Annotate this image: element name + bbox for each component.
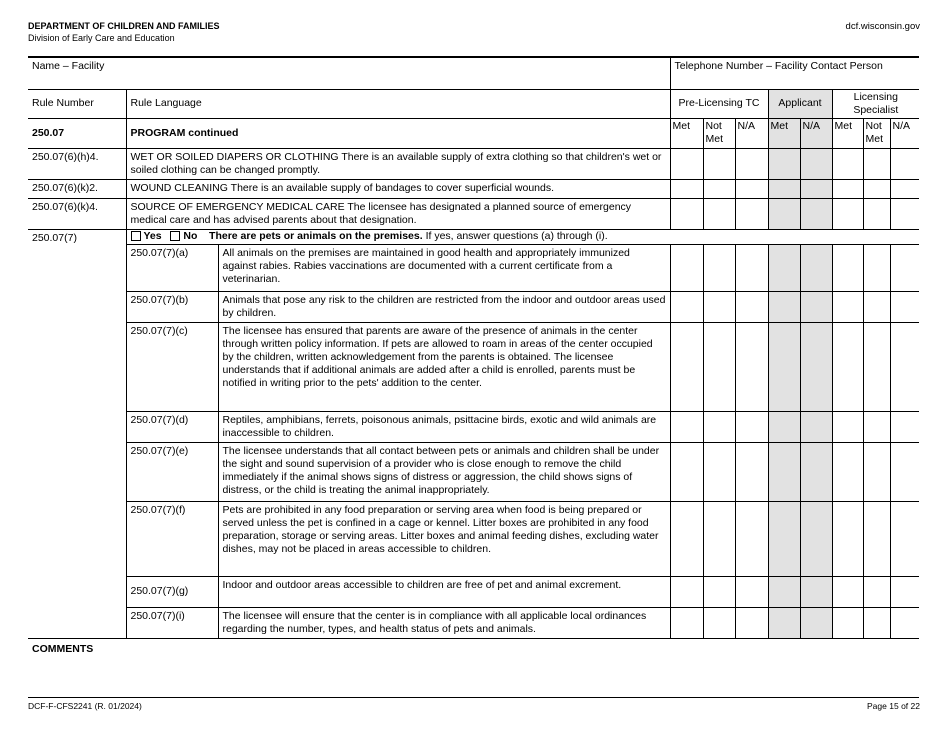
- app-met-header: Met: [768, 118, 800, 148]
- subrule-text: Reptiles, amphibians, ferrets, poisonous animals, psittacine birds, exotic and wild animals are inaccessible to children.: [218, 411, 670, 442]
- checklist-table: [28, 56, 919, 678]
- subrule-number: 250.07(7)(a): [126, 244, 218, 291]
- rule-row: [28, 198, 919, 229]
- pre-na-cell[interactable]: [735, 576, 768, 607]
- subrule-row: [28, 576, 919, 607]
- no-checkbox[interactable]: [170, 231, 180, 241]
- pre-met-cell[interactable]: [670, 322, 703, 411]
- lic-na-cell[interactable]: [890, 148, 919, 179]
- pre-na-cell[interactable]: [735, 244, 768, 291]
- pre-na-cell[interactable]: [735, 291, 768, 322]
- lic-met-cell[interactable]: [832, 442, 863, 501]
- lic-met-cell[interactable]: [832, 607, 863, 638]
- lic-not-met-cell[interactable]: [863, 148, 890, 179]
- pre-met-cell[interactable]: [670, 291, 703, 322]
- pre-na-cell[interactable]: [735, 607, 768, 638]
- lic-not-met-cell[interactable]: [863, 607, 890, 638]
- pre-not-met-cell[interactable]: [703, 607, 735, 638]
- pre-not-met-cell[interactable]: [703, 322, 735, 411]
- rule-number: 250.07(6)(h)4.: [28, 148, 126, 179]
- app-na-cell[interactable]: [800, 198, 832, 229]
- comments-field[interactable]: [28, 638, 919, 678]
- rule-text: WET OR SOILED DIAPERS OR CLOTHING There is an available supply of extra clothing so that children's wet or soiled clothing can be changed promptly.: [126, 148, 670, 179]
- pre-not-met-cell[interactable]: [703, 198, 735, 229]
- rule-row: [28, 179, 919, 198]
- lic-na-header: N/A: [890, 118, 919, 148]
- section-number: 250.07: [28, 118, 126, 148]
- page-current: 15: [889, 701, 899, 711]
- app-na-cell[interactable]: [800, 442, 832, 501]
- app-na-cell[interactable]: [800, 179, 832, 198]
- app-met-cell[interactable]: [768, 576, 800, 607]
- subrule-row: [28, 411, 919, 442]
- lic-na-cell[interactable]: [890, 442, 919, 501]
- pre-met-cell[interactable]: [670, 607, 703, 638]
- lic-not-met-cell[interactable]: [863, 576, 890, 607]
- pre-not-met-cell[interactable]: [703, 244, 735, 291]
- subrule-row: [28, 501, 919, 576]
- pre-met-cell[interactable]: [670, 501, 703, 576]
- lic-na-cell[interactable]: [890, 607, 919, 638]
- facility-name-field[interactable]: [28, 57, 670, 89]
- lic-not-met-cell[interactable]: [863, 501, 890, 576]
- lic-not-met-cell[interactable]: [863, 291, 890, 322]
- subrule-row: [28, 291, 919, 322]
- pre-met-cell[interactable]: [670, 179, 703, 198]
- subrule-row: [28, 322, 919, 411]
- department-name: DEPARTMENT OF CHILDREN AND FAMILIES: [28, 21, 220, 31]
- app-met-cell[interactable]: [768, 179, 800, 198]
- lic-met-cell[interactable]: [832, 198, 863, 229]
- subrule-number: 250.07(7)(d): [126, 411, 218, 442]
- lic-na-cell[interactable]: [890, 411, 919, 442]
- pets-question-row: [28, 229, 919, 244]
- rule-language-header: Rule Language: [126, 89, 670, 118]
- lic-met-header: Met: [832, 118, 863, 148]
- app-na-cell[interactable]: [800, 607, 832, 638]
- app-na-cell[interactable]: [800, 244, 832, 291]
- pre-na-cell[interactable]: [735, 322, 768, 411]
- subrule-number: 250.07(7)(c): [126, 322, 218, 411]
- pre-met-cell[interactable]: [670, 198, 703, 229]
- subrule-row: [28, 442, 919, 501]
- pre-na-header: N/A: [735, 118, 768, 148]
- no-label: No: [183, 229, 198, 242]
- lic-met-cell[interactable]: [832, 576, 863, 607]
- pets-question: [126, 229, 919, 244]
- rule-row: [28, 148, 919, 179]
- lic-not-met-cell[interactable]: [863, 198, 890, 229]
- pre-licensing-header: Pre-Licensing TC: [670, 89, 768, 118]
- app-na-cell[interactable]: [800, 148, 832, 179]
- pre-not-met-cell[interactable]: [703, 442, 735, 501]
- division-name: Division of Early Care and Education: [28, 33, 175, 43]
- rule-text: SOURCE OF EMERGENCY MEDICAL CARE The licensee has designated a planned source of emergency medical care and has advised parents about that designation.: [126, 198, 670, 229]
- lic-na-cell[interactable]: [890, 244, 919, 291]
- app-na-cell[interactable]: [800, 411, 832, 442]
- telephone-label: Telephone Number – Facility Contact Person: [674, 60, 883, 72]
- pre-not-met-header: Not Met: [703, 118, 735, 148]
- lic-met-cell[interactable]: [832, 411, 863, 442]
- lic-not-met-cell[interactable]: [863, 411, 890, 442]
- rule-text: WOUND CLEANING There is an available supply of bandages to cover superficial wounds.: [126, 179, 670, 198]
- subrule-number: 250.07(7)(g): [126, 576, 218, 607]
- comments-row: [28, 638, 919, 678]
- pets-rule-number: 250.07(7): [28, 229, 126, 638]
- app-met-cell[interactable]: [768, 291, 800, 322]
- pre-met-cell[interactable]: [670, 576, 703, 607]
- subrule-text: All animals on the premises are maintained in good health and appropriately immunized against rabies. Rabies vaccinations are documented with a current certificate from a veterinarian.: [218, 244, 670, 291]
- page-sep: of: [901, 701, 909, 711]
- app-na-cell[interactable]: [800, 576, 832, 607]
- lic-na-cell[interactable]: [890, 501, 919, 576]
- subrule-text: The licensee understands that all contact between pets or animals and children shall be under the sight and sound supervision of a provider who is close enough to remove the child immediately if the animal shows signs of distress or aggression, the child shows signs of distress, or the child is treating the animal inappropriately.: [218, 442, 670, 501]
- page-total: 22: [910, 701, 920, 711]
- footer-divider: [28, 697, 919, 698]
- pre-met-cell[interactable]: [670, 244, 703, 291]
- subrule-number: 250.07(7)(e): [126, 442, 218, 501]
- app-met-cell[interactable]: [768, 501, 800, 576]
- pre-na-cell[interactable]: [735, 411, 768, 442]
- lic-na-cell[interactable]: [890, 576, 919, 607]
- pre-na-cell[interactable]: [735, 442, 768, 501]
- rule-number: 250.07(6)(k)4.: [28, 198, 126, 229]
- pre-not-met-cell[interactable]: [703, 291, 735, 322]
- form-number: DCF-F-CFS2241 (R. 01/2024): [28, 701, 142, 711]
- lic-not-met-cell[interactable]: [863, 442, 890, 501]
- pre-not-met-cell[interactable]: [703, 576, 735, 607]
- lic-na-cell[interactable]: [890, 179, 919, 198]
- comments-label: COMMENTS: [32, 642, 94, 655]
- subrule-number: 250.07(7)(f): [126, 501, 218, 576]
- lic-met-cell[interactable]: [832, 501, 863, 576]
- lic-met-cell[interactable]: [832, 322, 863, 411]
- app-na-cell[interactable]: [800, 322, 832, 411]
- subrule-text: The licensee will ensure that the center is in compliance with all applicable local ordinances regarding the number, types, and health status of pets and animals.: [218, 607, 670, 638]
- pre-na-cell[interactable]: [735, 501, 768, 576]
- pre-na-cell[interactable]: [735, 148, 768, 179]
- rule-number: 250.07(6)(k)2.: [28, 179, 126, 198]
- pre-met-cell[interactable]: [670, 442, 703, 501]
- app-met-cell[interactable]: [768, 198, 800, 229]
- website-link[interactable]: dcf.wisconsin.gov: [845, 21, 920, 32]
- app-met-cell[interactable]: [768, 148, 800, 179]
- lic-not-met-header: Not Met: [863, 118, 890, 148]
- app-met-cell[interactable]: [768, 244, 800, 291]
- pets-instruction: If yes, answer questions (a) through (i).: [425, 229, 608, 242]
- lic-na-cell[interactable]: [890, 291, 919, 322]
- app-na-cell[interactable]: [800, 501, 832, 576]
- lic-na-cell[interactable]: [890, 322, 919, 411]
- subrule-text: The licensee has ensured that parents are aware of the presence of animals in the center through written policy information. If pets are allowed to roam in areas of the center occupied by the children, written acknowledgement from the parents is obtained. The licensee understands that if additional animals are added after a child is enrolled, parents must be notified in writing prior to the pets' addition to the center.: [218, 322, 670, 411]
- subrule-number: 250.07(7)(i): [126, 607, 218, 638]
- lic-met-cell[interactable]: [832, 291, 863, 322]
- telephone-field[interactable]: [670, 57, 919, 89]
- applicant-header: Applicant: [768, 89, 832, 118]
- pre-na-cell[interactable]: [735, 179, 768, 198]
- lic-not-met-cell[interactable]: [863, 322, 890, 411]
- subrule-number: 250.07(7)(b): [126, 291, 218, 322]
- section-title: PROGRAM continued: [126, 118, 670, 148]
- pre-not-met-cell[interactable]: [703, 179, 735, 198]
- page-prefix: Page: [866, 701, 887, 711]
- pre-not-met-cell[interactable]: [703, 411, 735, 442]
- app-met-cell[interactable]: [768, 322, 800, 411]
- subrule-row: [28, 244, 919, 291]
- pre-met-cell[interactable]: [670, 148, 703, 179]
- pets-question-text: There are pets or animals on the premises.: [209, 229, 423, 242]
- yes-label: Yes: [143, 229, 162, 242]
- facility-name-label: Name – Facility: [32, 60, 105, 72]
- pre-met-header: Met: [670, 118, 703, 148]
- pre-na-cell[interactable]: [735, 198, 768, 229]
- lic-met-cell[interactable]: [832, 179, 863, 198]
- pre-met-cell[interactable]: [670, 411, 703, 442]
- licensing-specialist-header: Licensing Specialist: [832, 89, 919, 118]
- yes-checkbox[interactable]: [131, 231, 141, 241]
- app-na-header: N/A: [800, 118, 832, 148]
- page-indicator: [867, 701, 920, 711]
- pre-not-met-cell[interactable]: [703, 148, 735, 179]
- subrule-text: Animals that pose any risk to the children are restricted from the indoor and outdoor areas used by children.: [218, 291, 670, 322]
- subrule-text: Indoor and outdoor areas accessible to children are free of pet and animal excrement.: [218, 576, 670, 607]
- rule-number-header: Rule Number: [28, 89, 126, 118]
- lic-na-cell[interactable]: [890, 198, 919, 229]
- lic-met-cell[interactable]: [832, 244, 863, 291]
- subrule-row: [28, 607, 919, 638]
- subrule-text: Pets are prohibited in any food preparation or serving area when food is being prepared or served unless the pet is confined in a cage or kennel. Litter boxes are prohibited in any food preparation, storage or serving areas. Litter boxes and animal feeding dishes, excluding water dishes, may not be placed in areas accessible to children.: [218, 501, 670, 576]
- app-met-cell[interactable]: [768, 442, 800, 501]
- app-met-cell[interactable]: [768, 411, 800, 442]
- app-met-cell[interactable]: [768, 607, 800, 638]
- pre-not-met-cell[interactable]: [703, 501, 735, 576]
- lic-not-met-cell[interactable]: [863, 244, 890, 291]
- app-na-cell[interactable]: [800, 291, 832, 322]
- lic-not-met-cell[interactable]: [863, 179, 890, 198]
- lic-met-cell[interactable]: [832, 148, 863, 179]
